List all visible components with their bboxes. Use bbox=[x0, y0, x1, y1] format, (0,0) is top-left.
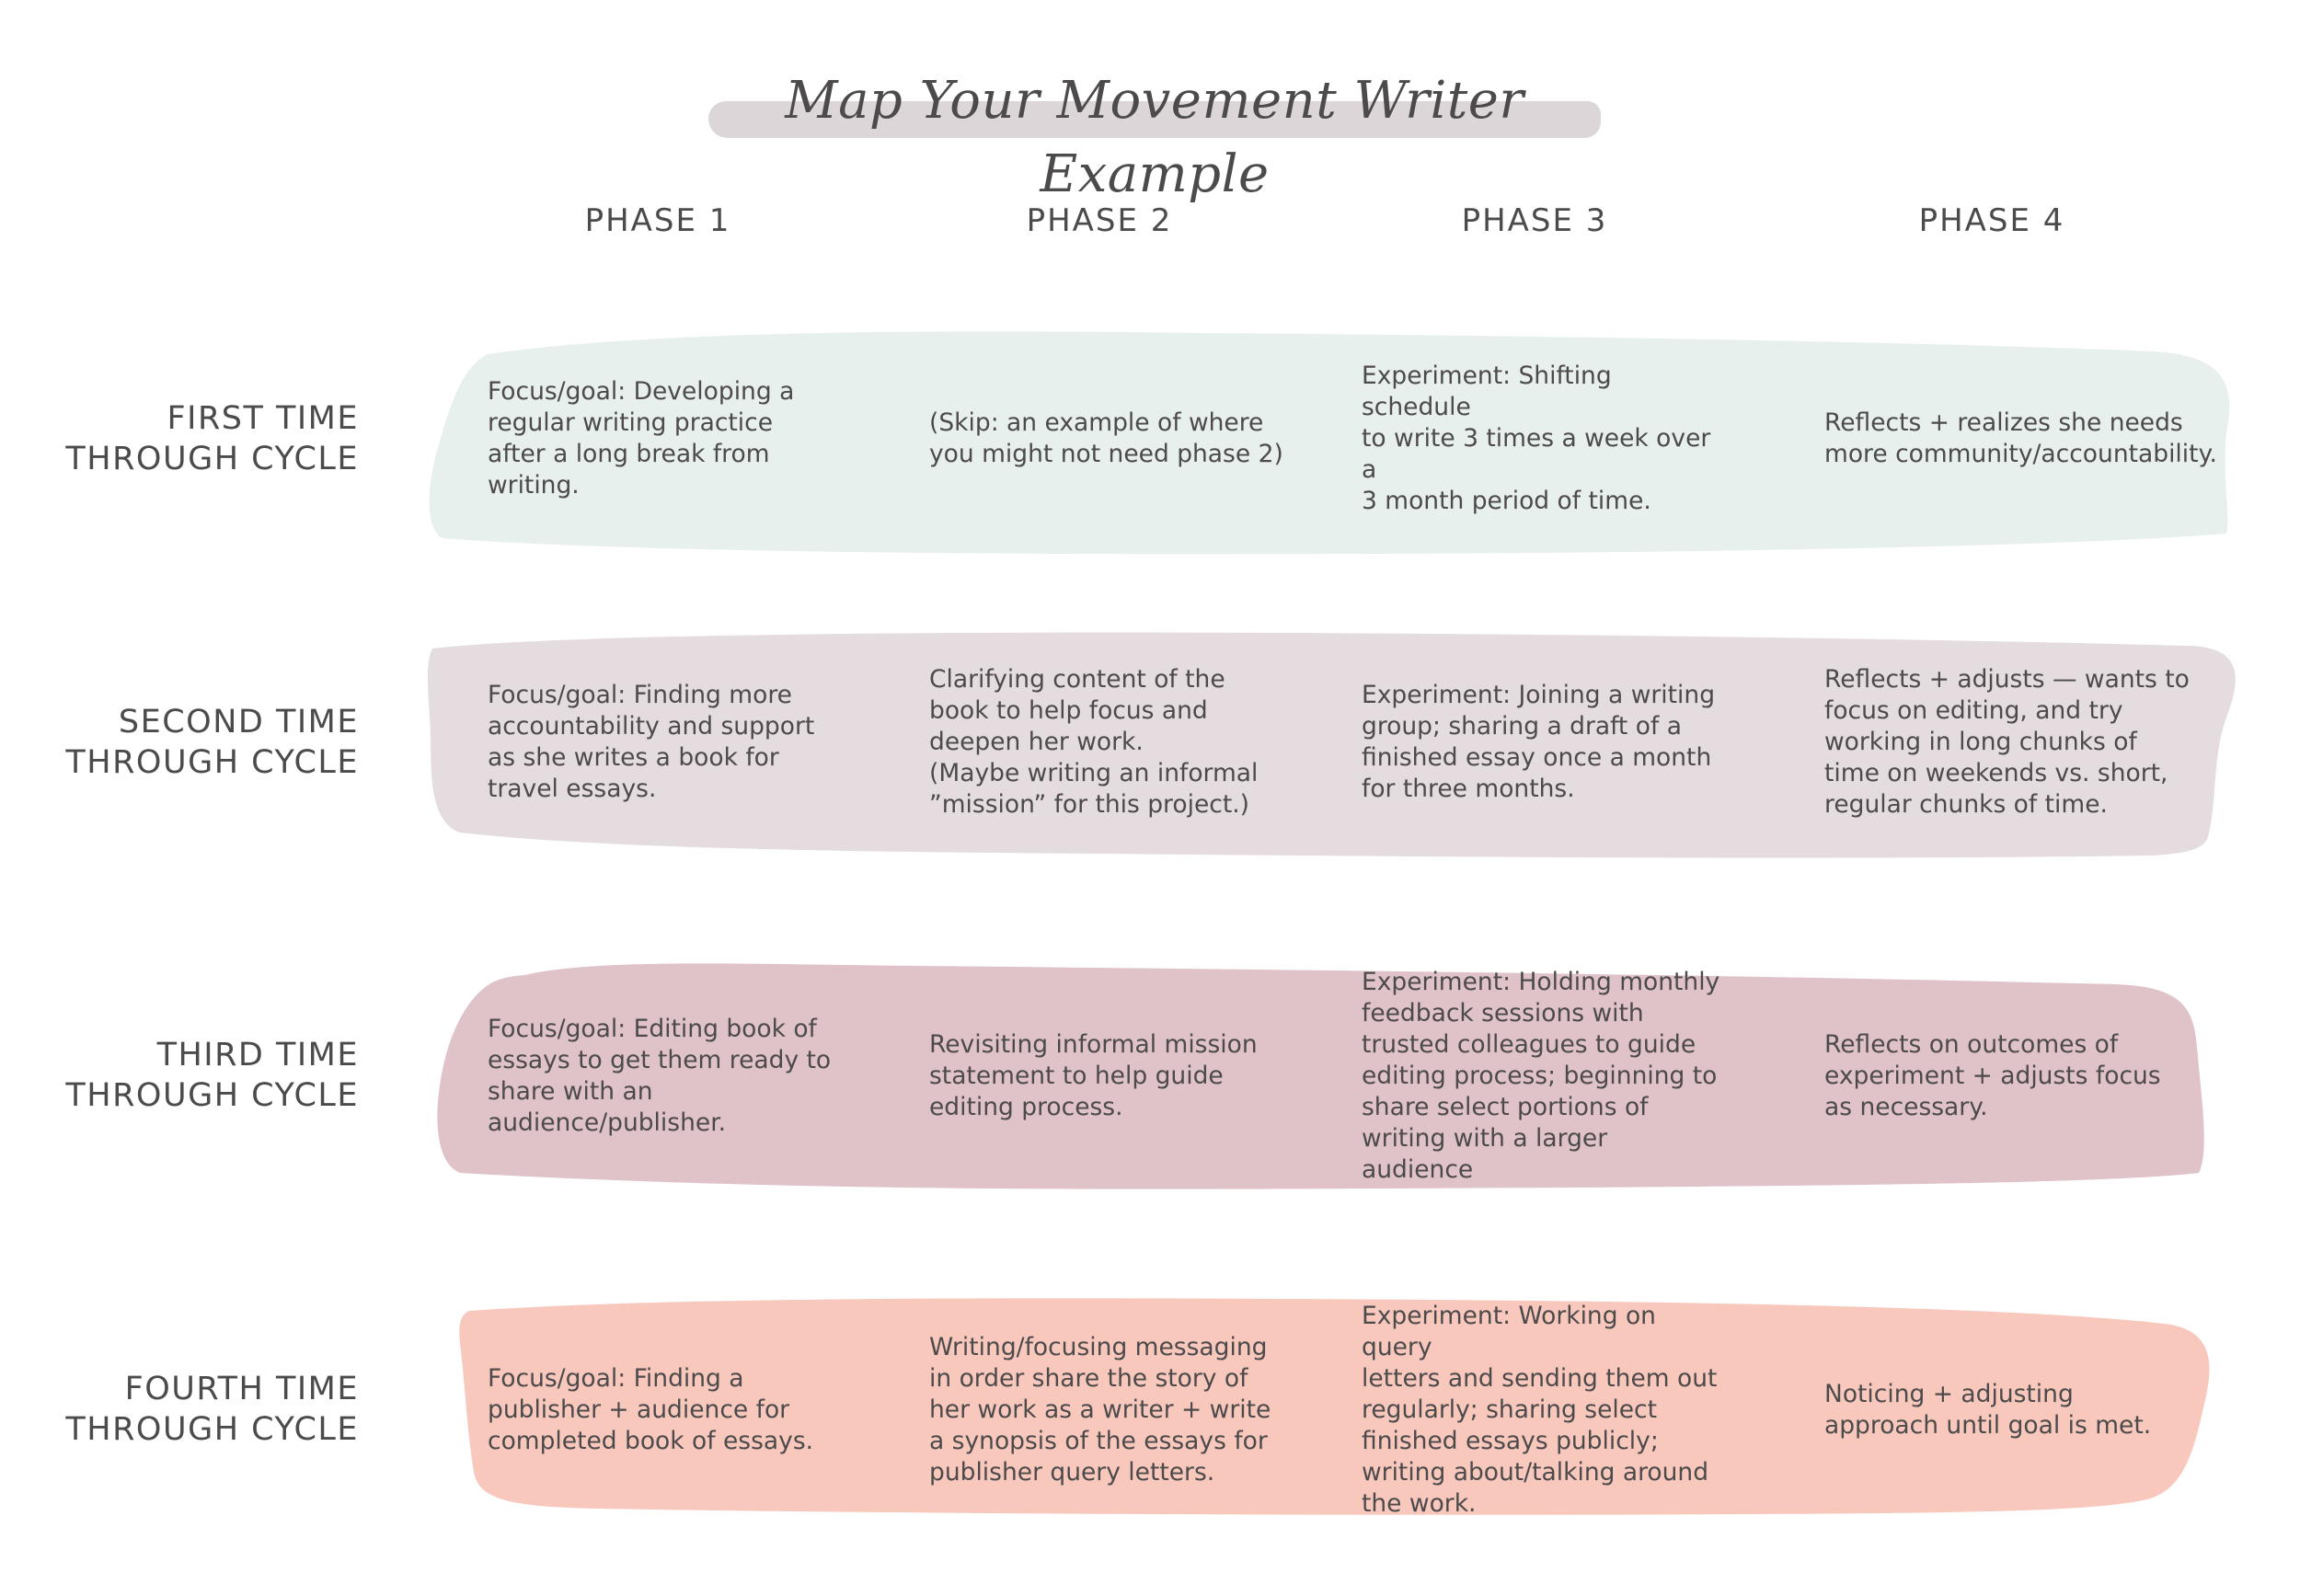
row-label-2 bbox=[55, 702, 359, 783]
phase-header-3: PHASE 3 bbox=[1461, 202, 1608, 239]
cell-text: Focus/goal: Editing book of essays to get them ready to share with an audience/publisher. bbox=[488, 1015, 832, 1137]
row-4-phase-4-cell bbox=[1824, 1318, 2220, 1502]
row-4-phase-3-cell bbox=[1362, 1302, 1725, 1518]
cell-text: Experiment: Working on query letters and sending them out regularly; sharing select finished essays publicly; writing about/talking around the work. bbox=[1362, 1302, 1718, 1518]
row-2-phase-2-cell bbox=[929, 650, 1293, 834]
row-2-phase-1-cell bbox=[488, 650, 851, 834]
row-label-4-line1: FOURTH TIME bbox=[124, 1371, 359, 1407]
row-3-phase-3-cell bbox=[1362, 968, 1725, 1184]
phase-header-1: PHASE 1 bbox=[584, 202, 731, 239]
phase-header-4: PHASE 4 bbox=[1918, 202, 2065, 239]
cell-text: Reflects + realizes she needs more community/accountability. bbox=[1824, 408, 2217, 468]
cell-text: Focus/goal: Finding more accountability and support as she writes a book for travel essays. bbox=[488, 681, 815, 803]
row-2-phase-3-cell bbox=[1362, 650, 1725, 834]
row-label-3 bbox=[55, 1035, 359, 1116]
row-label-4 bbox=[55, 1369, 359, 1450]
row-label-1-line1: FIRST TIME bbox=[167, 400, 359, 437]
cell-text: Focus/goal: Finding a publisher + audience for completed book of essays. bbox=[488, 1364, 814, 1455]
cell-text: Focus/goal: Developing a regular writing practice after a long break from writing. bbox=[488, 377, 795, 499]
page-title: Map Your Movement Writer Example bbox=[785, 71, 1524, 204]
row-label-3-line1: THIRD TIME bbox=[156, 1037, 359, 1074]
cell-text: Experiment: Shifting schedule to write 3 times a week over a 3 month period of time. bbox=[1362, 362, 1711, 515]
cell-text: Revisiting informal mission statement to help guide editing process. bbox=[929, 1030, 1258, 1121]
row-3-phase-4-cell bbox=[1824, 984, 2220, 1168]
row-2-phase-4-cell bbox=[1824, 650, 2220, 834]
row-label-2-line1: SECOND TIME bbox=[118, 704, 359, 741]
row-1-phase-4-cell bbox=[1824, 347, 2220, 531]
row-label-4-line2: THROUGH CYCLE bbox=[65, 1411, 359, 1448]
cell-text: Noticing + adjusting approach until goal is met. bbox=[1824, 1380, 2152, 1440]
row-label-1-line2: THROUGH CYCLE bbox=[65, 441, 359, 477]
row-3-phase-1-cell bbox=[488, 984, 851, 1168]
row-4-phase-1-cell bbox=[488, 1318, 851, 1502]
cell-text: Reflects + adjusts — wants to focus on editing, and try working in long chunks of time on weekends vs. short, regular chunks of time. bbox=[1824, 665, 2190, 819]
row-1-phase-2-cell bbox=[929, 347, 1293, 531]
title-block bbox=[708, 64, 1601, 204]
cell-text: Clarifying content of the book to help focus and deepen her work. (Maybe writing an informal ”mission” for this project.) bbox=[929, 665, 1259, 819]
row-label-2-line2: THROUGH CYCLE bbox=[65, 744, 359, 781]
row-1-phase-1-cell bbox=[488, 347, 851, 531]
row-4-phase-2-cell bbox=[929, 1318, 1293, 1502]
cell-text: Experiment: Holding monthly feedback sessions with trusted colleagues to guide editing process; beginning to share select portions of writing with a larger audience bbox=[1362, 968, 1720, 1184]
cell-text: Experiment: Joining a writing group; sharing a draft of a finished essay once a month for three months. bbox=[1362, 681, 1716, 803]
cell-text: Writing/focusing messaging in order share the story of her work as a writer + write a synopsis of the essays for publisher query letters. bbox=[929, 1333, 1271, 1487]
row-1-phase-3-cell bbox=[1362, 347, 1725, 531]
row-label-3-line2: THROUGH CYCLE bbox=[65, 1077, 359, 1114]
cell-text: Reflects on outcomes of experiment + adjusts focus as necessary. bbox=[1824, 1030, 2161, 1121]
row-label-1 bbox=[55, 398, 359, 479]
cell-text: (Skip: an example of where you might not need phase 2) bbox=[929, 408, 1283, 468]
phase-header-2: PHASE 2 bbox=[1026, 202, 1173, 239]
row-3-phase-2-cell bbox=[929, 984, 1293, 1168]
